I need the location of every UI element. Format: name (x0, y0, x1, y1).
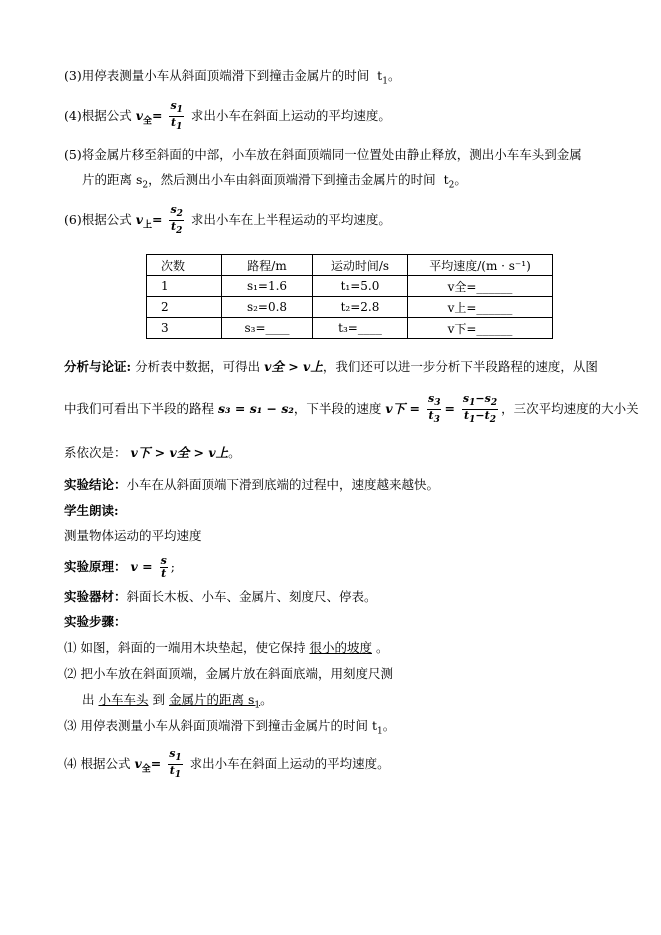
step-5-pre: 片的距离 s (82, 172, 143, 187)
principle-fraction: $\frac{s}{t}$ (160, 554, 167, 580)
step-6-lhs-sub: 上 (142, 220, 152, 231)
analysis-l1-rel: v全 > v上 (264, 359, 323, 374)
step-4-num-sub: 1 (176, 105, 183, 116)
step-3-end: 。 (387, 68, 401, 83)
step-5-var: t (443, 172, 449, 187)
analysis-l1-post: ，我们还可以进一步分析下半段路程的速度，从图 (322, 359, 598, 374)
analysis-line1 (64, 358, 598, 376)
s2-end: 。 (260, 692, 273, 707)
table-cell: v下=______ (408, 318, 553, 339)
s2-mid: 到 (152, 692, 166, 707)
step-5-var-sub: 2 (448, 180, 455, 191)
step-3-var: t (377, 68, 383, 83)
s2-blank2: 金属片的距离 s (169, 692, 255, 707)
step-4: (4)根据公式 $v_全=$ $\frac{s_1}{t_1}$ 求出小车在斜面上运动的平均速度。 (64, 99, 391, 133)
table-cell: t₁=5.0 (313, 276, 408, 297)
step-4-num: s (170, 99, 177, 112)
table-cell: s₂=0.8 (222, 297, 313, 318)
step-4-lhs: v (135, 108, 143, 124)
s4-pre: ⑷ 根据公式 (64, 756, 131, 772)
s3-sub: 1 (376, 726, 383, 737)
table-row (147, 297, 553, 318)
table-cell: t₃=____ (313, 318, 408, 339)
step-s2-line1: ⑵ 把小车放在斜面顶端，金属片放在斜面底端，用刻度尺测 (64, 666, 393, 681)
step-s4: ⑷ 根据公式 $v_全=$ $\frac{s_1}{t_1}$ 求出小车在斜面上运动的平均速度。 (64, 747, 390, 781)
step-4-fraction (169, 100, 183, 133)
analysis-l2-v: v下 = (385, 401, 420, 416)
step-6-lhs: v (135, 212, 143, 228)
s2-blank1: 小车车头 (98, 692, 149, 707)
step-3-sub: 1 (382, 76, 388, 87)
table-header-cell: 路程/m (222, 255, 313, 276)
equipment (64, 588, 377, 606)
analysis-fraction-1: $\frac{s_3}{t_3}$ (427, 391, 441, 426)
step-6-pre: (6)根据公式 (64, 212, 132, 228)
analysis-l2-expr: s₃ = s₁ − s₂ (218, 401, 294, 416)
analysis-line2: 中我们可看出下半段的路程 s₃ = s₁ − s₂，下半段的速度 v下 = $\frac{s_3}{t_3}$ = $\frac{s_1-s_2}{t_1-t_2}$ ，三次平均速度的大小关 (64, 391, 639, 426)
table-cell: 3 (147, 318, 222, 339)
analysis-l2-post: ，三次平均速度的大小关 (501, 401, 639, 416)
table-cell: 1 (147, 276, 222, 297)
step-4-lhs-sub: 全 (142, 116, 152, 127)
table-header-row (147, 255, 553, 276)
step-5-end: 。 (454, 172, 467, 187)
step-5-sub: 2 (142, 180, 149, 191)
step-s1 (64, 639, 388, 657)
step-6-den-sub: 2 (176, 226, 183, 237)
step-6-post: 求出小车在上半程运动的平均速度。 (190, 212, 391, 228)
step-5-mid: ，然后测出小车由斜面顶端滑下到撞击金属片的时间 (148, 172, 436, 187)
principle-formula: v = (130, 559, 153, 574)
step-4-post: 求出小车在斜面上运动的平均速度。 (190, 108, 391, 124)
principle (64, 552, 175, 582)
step-4-den: t (171, 116, 177, 130)
s2-blank2-sub: 1 (254, 700, 261, 711)
conclusion-text: 小车在从斜面顶端下滑到底端的过程中，速度越来越快。 (126, 477, 440, 492)
analysis-l3-end: 。 (228, 445, 241, 460)
conclusion (64, 476, 439, 494)
analysis-l2-mid: ，下半段的速度 (293, 401, 382, 416)
table-cell: v上=______ (408, 297, 553, 318)
step-s2-line2 (82, 691, 273, 715)
table-header-cell: 平均速度/(m · s⁻¹) (408, 255, 553, 276)
step-6-num-sub: 2 (176, 209, 183, 220)
table-cell: v全=______ (408, 276, 553, 297)
student-label: 学生朗读: (64, 503, 119, 518)
student-text: 测量物体运动的平均速度 (64, 528, 202, 543)
conclusion-label: 实验结论： (64, 477, 127, 492)
table-header-cell: 次数 (147, 255, 222, 276)
step-4-pre: (4)根据公式 (64, 108, 132, 124)
step-6-den: t (171, 220, 177, 234)
step-6: (6)根据公式 $v_上=$ $\frac{s_2}{t_2}$ 求出小车在上半程运动的平均速度。 (64, 203, 391, 237)
s1-blank: 很小的坡度 (309, 640, 372, 655)
s4-post: 求出小车在斜面上运动的平均速度。 (189, 756, 390, 772)
table-cell: s₁=1.6 (222, 276, 313, 297)
principle-end: ; (170, 559, 175, 574)
principle-label: 实验原理： (64, 559, 127, 574)
table-row (147, 276, 553, 297)
step-5-line1: (5)将金属片移至斜面的中部，小车放在斜面顶端同一位置处由静止释放，测出小车车头到金属 (64, 147, 582, 162)
table-cell: s₃=____ (222, 318, 313, 339)
table-header-cell: 运动时间/s (313, 255, 408, 276)
analysis-l2-pre: 中我们可看出下半段的路程 (64, 401, 215, 416)
step-6-fraction (169, 204, 183, 237)
step-3 (64, 67, 400, 91)
analysis-line3 (64, 444, 241, 462)
analysis-fraction-2: $\frac{s_1-s_2}{t_1-t_2}$ (462, 391, 498, 426)
analysis-l3-rel: v下 > v全 > v上 (130, 445, 229, 460)
s4-fraction: $\frac{s_1}{t_1}$ (169, 747, 182, 781)
equipment-label: 实验器材： (64, 589, 127, 604)
equipment-text: 斜面长木板、小车、金属片、刻度尺、停表。 (126, 589, 377, 604)
s3-end: 。 (382, 718, 396, 733)
table-cell: 2 (147, 297, 222, 318)
analysis-l1-pre: 分析表中数据，可得出 (135, 359, 261, 374)
s1-pre: ⑴ 如图，斜面的一端用木块垫起，使它保持 (64, 640, 306, 655)
data-table (146, 254, 553, 339)
step-3-text: (3)用停表测量小车从斜面顶端滑下到撞击金属片的时间 (64, 68, 370, 83)
table-cell: t₂=2.8 (313, 297, 408, 318)
analysis-l3-pre: 系依次是： (64, 445, 127, 460)
s1-end: 。 (375, 640, 389, 655)
table-row (147, 318, 553, 339)
steps-label: 实验步骤： (64, 614, 127, 629)
s2-pre: 出 (82, 692, 95, 707)
s3-text: ⑶ 用停表测量小车从斜面顶端滑下到撞击金属片的时间 t (64, 718, 377, 733)
step-6-num: s (170, 203, 177, 216)
step-5-line2 (82, 171, 467, 195)
step-4-den-sub: 1 (176, 122, 183, 133)
analysis-label: 分析与论证: (64, 359, 132, 374)
step-s3 (64, 717, 395, 741)
